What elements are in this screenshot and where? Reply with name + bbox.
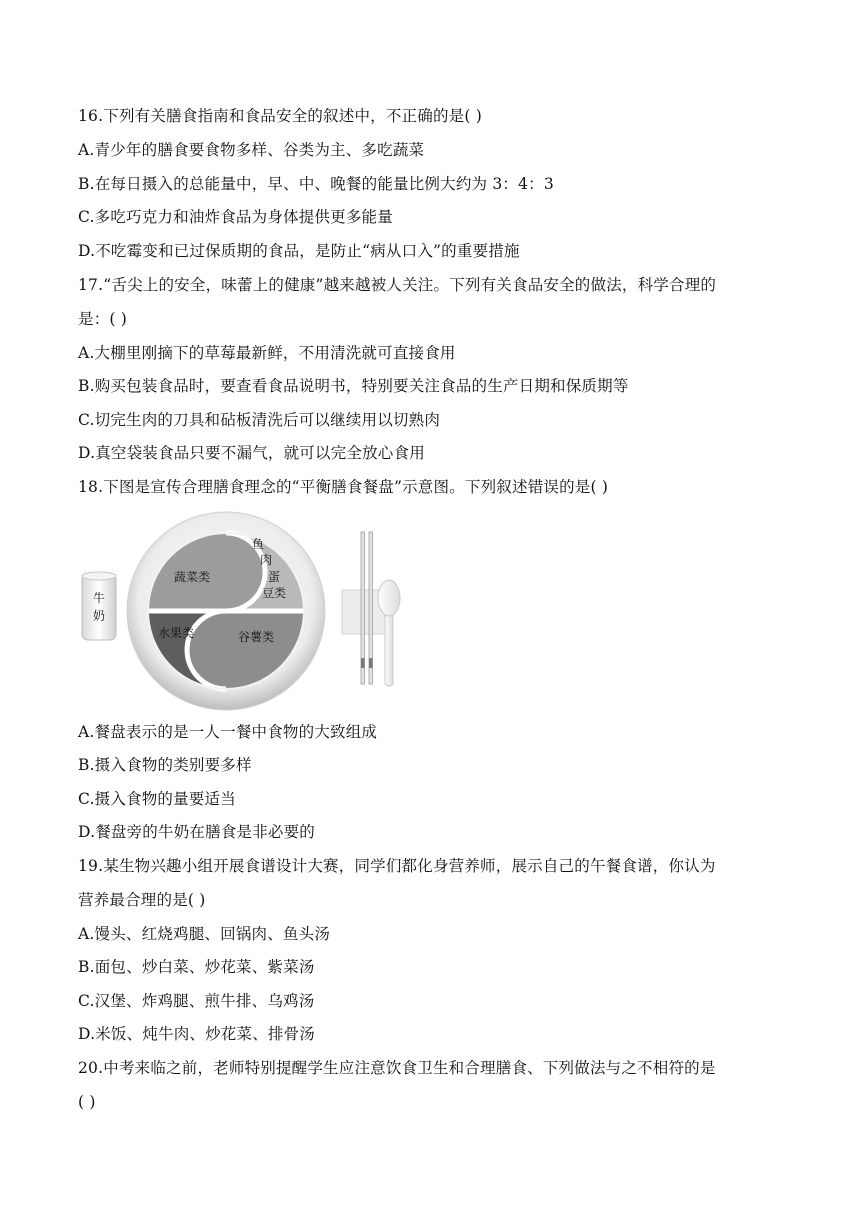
egg-label: 蛋 (267, 570, 281, 584)
question-19-option-a: A.馒头、红烧鸡腿、回锅肉、鱼头汤 (78, 925, 331, 943)
question-19-stem-line-2: 营养最合理的是( ) (78, 891, 206, 909)
question-18-option-b: B.摄入食物的类别要多样 (78, 756, 252, 774)
question-18-option-c: C.摄入食物的量要适当 (78, 790, 236, 808)
milk-label-char-2: 奶 (92, 609, 106, 623)
milk-glass (82, 572, 116, 640)
question-17-stem-line-2: 是：( ) (78, 310, 128, 328)
beans-label: 豆类 (261, 586, 287, 600)
question-19-option-c: C.汉堡、炸鸡腿、煎牛排、乌鸡汤 (78, 992, 315, 1010)
vegetables-label: 蔬菜类 (173, 570, 211, 584)
question-17-option-b: B.购买包装食品时，要查看食品说明书，特别要关注食品的生产日期和保质期等 (78, 377, 629, 395)
question-17-option-a: A.大棚里刚摘下的草莓最新鲜，不用清洗就可直接食用 (78, 344, 456, 362)
question-18-option-d: D.餐盘旁的牛奶在膳食是非必要的 (78, 823, 316, 841)
question-16-option-a: A.青少年的膳食要食物多样、谷类为主、多吃蔬菜 (78, 141, 425, 159)
chopsticks-spoon (342, 532, 400, 686)
balanced-diet-plate-figure (80, 508, 420, 714)
fish-label: 鱼 (251, 537, 265, 551)
question-16-stem: 16.下列有关膳食指南和食品安全的叙述中，不正确的是( ) (78, 107, 482, 125)
fruit-label: 水果类 (157, 626, 195, 640)
question-16-option-c: C.多吃巧克力和油炸食品为身体提供更多能量 (78, 208, 393, 226)
grains-label: 谷薯类 (237, 630, 275, 644)
question-20-stem-line-2: ( ) (78, 1093, 96, 1111)
plate (127, 512, 325, 710)
question-19-stem-line-1: 19.某生物兴趣小组开展食谱设计大赛，同学们都化身营养师，展示自己的午餐食谱，你认为 (78, 857, 716, 875)
question-16-option-d: D.不吃霉变和已过保质期的食品，是防止“病从口入”的重要措施 (78, 242, 520, 260)
question-20-stem-line-1: 20.中考来临之前，老师特别提醒学生应注意饮食卫生和合理膳食、下列做法与之不相符的是 (78, 1059, 716, 1077)
question-18-option-a: A.餐盘表示的是一人一餐中食物的大致组成 (78, 723, 378, 741)
question-17-option-c: C.切完生肉的刀具和砧板清洗后可以继续用以切熟肉 (78, 411, 441, 429)
question-18-stem: 18.下图是宣传合理膳食理念的“平衡膳食餐盘”示意图。下列叙述错误的是( ) (78, 478, 609, 496)
question-19-option-b: B.面包、炒白菜、炒花菜、紫菜汤 (78, 958, 315, 976)
question-16-option-b: B.在每日摄入的总能量中，早、中、晚餐的能量比例大约为 3：4：3 (78, 175, 554, 193)
meat-label: 肉 (259, 553, 273, 567)
milk-label-char-1: 牛 (92, 591, 106, 605)
question-17-stem-line-1: 17.“舌尖上的安全，味蕾上的健康”越来越被人关注。下列有关食品安全的做法，科学合理的 (78, 276, 717, 294)
question-17-option-d: D.真空袋装食品只要不漏气，就可以完全放心食用 (78, 444, 425, 462)
question-19-option-d: D.米饭、炖牛肉、炒花菜、排骨汤 (78, 1025, 316, 1043)
